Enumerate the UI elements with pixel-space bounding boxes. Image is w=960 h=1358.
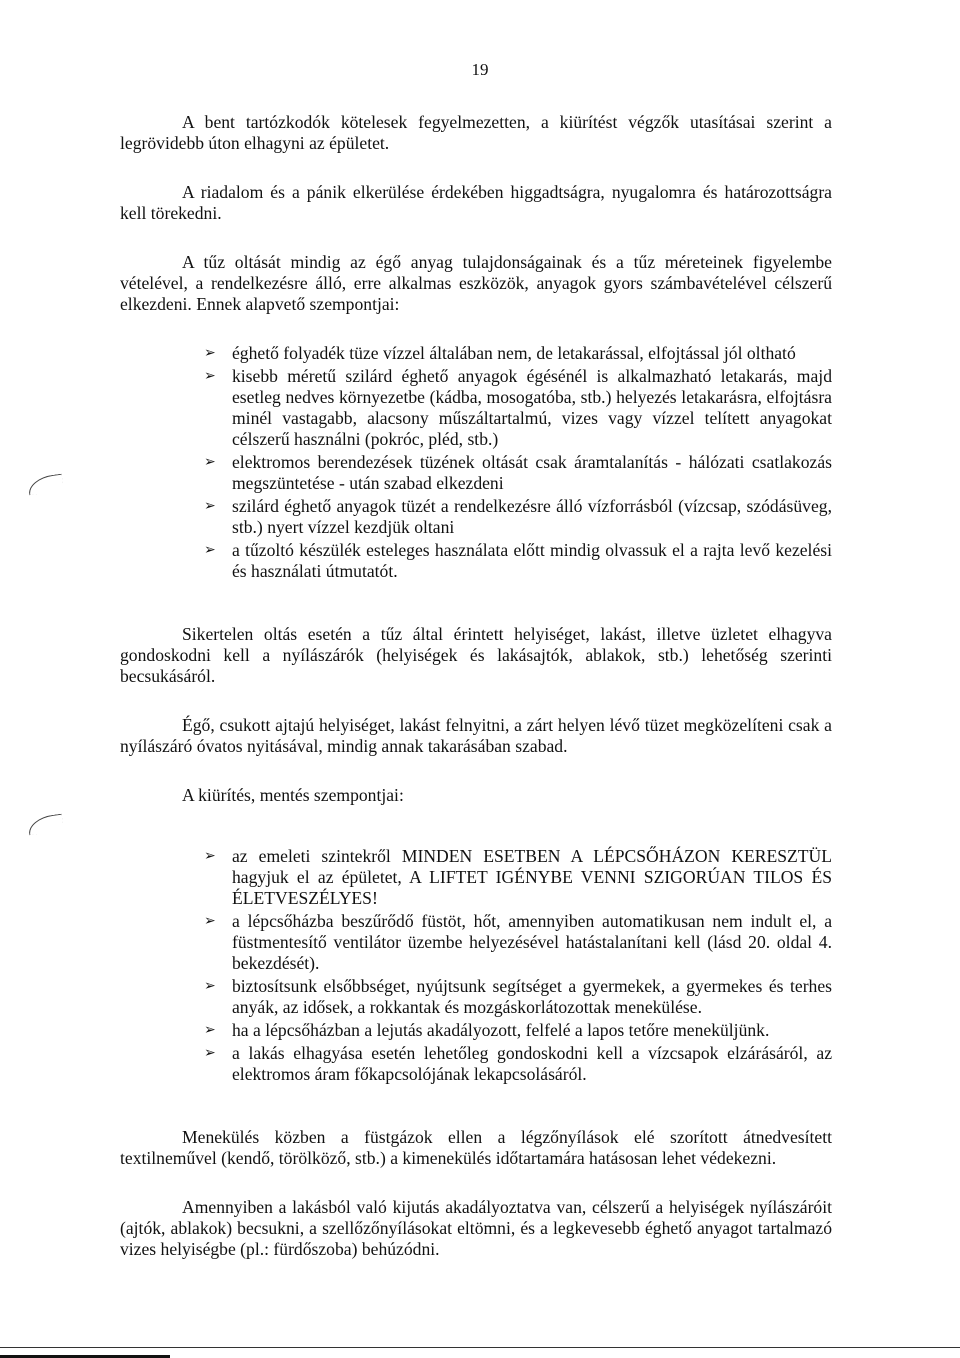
list-item bbox=[120, 366, 832, 450]
paragraph: Amennyiben a lakásból való kijutás akadályoztatva van, célszerű a helyiségek nyílászáróit (ajtók, ablakok) becsukni, a szellőzőnyílásokat eltömni, és a legkevesebb éghető anyagot tartalmazó vizes helyiségbe (pl.: fürdőszoba) behúzódni. bbox=[120, 1197, 832, 1259]
list-item bbox=[120, 452, 832, 494]
list-item-text: biztosítsunk elsőbbséget, nyújtsunk segítséget a gyermekek, a gyermekes és terhes anyák, az idősek, a rokkantak és mozgáskorlátozottak menekülése. bbox=[232, 976, 832, 1017]
arrow-bullet-icon: ➢ bbox=[204, 542, 216, 558]
list-item-text: kisebb méretű szilárd éghető anyagok égésénél is alkalmazható letakarás, majd esetleg nedves környezetbe (kádba, mosogatóba, stb.) helyezés letakarásra, elfojtásra minél vastagabb, alacsony műszáltartalmú, vizes vagy vízzel telített anyagokat célszerű használni (pokróc, pléd, stb.) bbox=[232, 366, 832, 449]
list-item bbox=[120, 540, 832, 582]
arrow-bullet-icon: ➢ bbox=[204, 454, 216, 470]
scan-edge-line bbox=[0, 1347, 960, 1348]
paragraph: A bent tartózkodók kötelesek fegyelmezetten, a kiürítést végzők utasításai szerint a legrövidebb úton elhagyni az épületet. bbox=[120, 112, 832, 153]
arrow-bullet-icon: ➢ bbox=[204, 1022, 216, 1038]
paragraph: Sikertelen oltás esetén a tűz által érintett helyiséget, lakást, illetve üzletet elhagyva gondoskodni kell a nyílászárók (helyiségek és lakásajtók, ablakok, stb.) lehetőség szerinti becsukásáról. bbox=[120, 624, 832, 686]
page-number: 19 bbox=[471, 60, 489, 79]
arrow-bullet-icon: ➢ bbox=[204, 913, 216, 929]
list-item bbox=[120, 911, 832, 974]
margin-mark bbox=[27, 474, 64, 496]
list-item bbox=[120, 976, 832, 1018]
list-item bbox=[120, 343, 832, 364]
list-item-text: a lakás elhagyása esetén lehetőleg gondoskodni kell a vízcsapok elzárásáról, az elektromos áram főkapcsolójának lekapcsolásáról. bbox=[232, 1043, 832, 1084]
arrow-bullet-icon: ➢ bbox=[204, 978, 216, 994]
list-item-text: szilárd éghető anyagok tüzét a rendelkezésre álló vízforrásból (vízcsap, szódásüveg, stb.) nyert vízzel kezdjük oltani bbox=[232, 496, 832, 537]
arrow-bullet-icon: ➢ bbox=[204, 498, 216, 514]
arrow-bullet-icon: ➢ bbox=[204, 368, 216, 384]
list-item-text: elektromos berendezések tüzének oltását csak áramtalanítás - hálózati csatlakozás megszüntetése - után szabad elkezdeni bbox=[232, 452, 832, 493]
arrow-bullet-icon: ➢ bbox=[204, 345, 216, 361]
list-item-text: a tűzoltó készülék esteleges használata előtt mindig olvassuk el a rajta levő kezelési és használati útmutatót. bbox=[232, 540, 832, 581]
paragraph: A riadalom és a pánik elkerülése érdekében higgadtságra, nyugalomra és határozottságra kell törekedni. bbox=[120, 182, 832, 223]
list-item bbox=[120, 1020, 832, 1041]
list-item bbox=[120, 496, 832, 538]
list-item bbox=[120, 846, 832, 909]
document-body bbox=[120, 112, 832, 1260]
paragraph: Menekülés közben a füstgázok ellen a légzőnyílások elé szorított átnedvesített textilneművel (kendő, törölköző, stb.) a kimenekülés időtartamára hatásosan lehet védekezni. bbox=[120, 1127, 832, 1168]
extinguishing-list bbox=[120, 343, 832, 582]
evacuation-list bbox=[120, 846, 832, 1085]
arrow-bullet-icon: ➢ bbox=[204, 1045, 216, 1061]
list-item-text: éghető folyadék tüze vízzel általában nem, de letakarással, elfojtással jól oltható bbox=[232, 343, 796, 363]
list-item-text: a lépcsőházba beszűrődő füstöt, hőt, amennyiben automatikusan nem indult el, a füstmentesítő ventilátor üzembe helyezésével hatástalanítani kell (lásd 20. oldal 4. bekezdését). bbox=[232, 911, 832, 973]
paragraph: A tűz oltását mindig az égő anyag tulajdonságainak és a tűz méreteinek figyelembe vételével, a rendelkezésre álló, erre alkalmas eszközök, anyagok gyors számbavételével célszerű elkezdeni. Ennek alapvető szempontjai: bbox=[120, 252, 832, 314]
paragraph: A kiürítés, mentés szempontjai: bbox=[182, 785, 404, 805]
list-item bbox=[120, 1043, 832, 1085]
margin-mark bbox=[27, 814, 64, 836]
list-item-text: ha a lépcsőházban a lejutás akadályozott, felfelé a lapos tetőre meneküljünk. bbox=[232, 1020, 770, 1040]
list-item-text: az emeleti szintekről MINDEN ESETBEN A LÉPCSŐHÁZON KERESZTÜL hagyjuk el az épületet, A LIFTET IGÉNYBE VENNI SZIGORÚAN TILOS ÉS ÉLETVESZÉLYES! bbox=[232, 846, 832, 908]
arrow-bullet-icon: ➢ bbox=[204, 848, 216, 864]
paragraph: Égő, csukott ajtajú helyiséget, lakást felnyitni, a zárt helyen lévő tüzet megközelíteni csak a nyílászáró óvatos nyitásával, mindig annak takarásában szabad. bbox=[120, 715, 832, 756]
